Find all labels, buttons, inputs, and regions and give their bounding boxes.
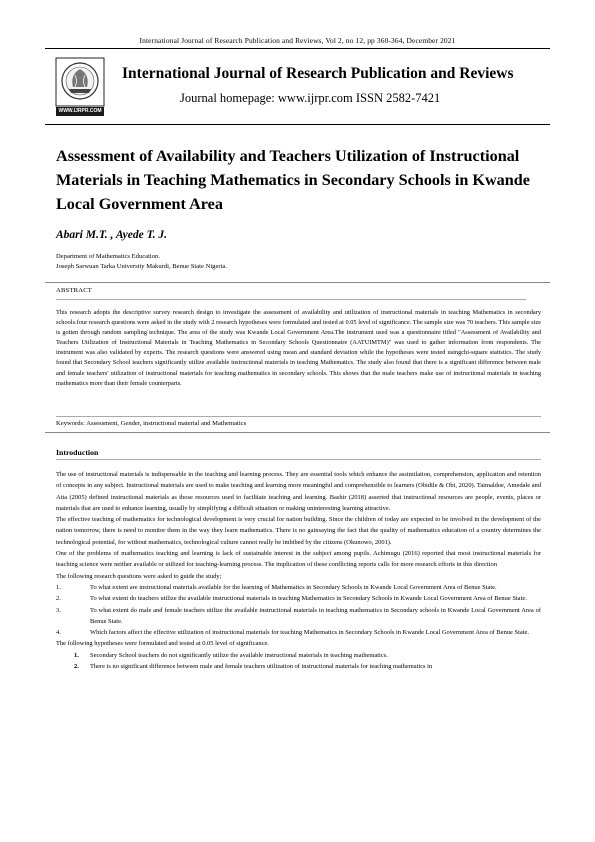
- list-text: Which factors affect the effective utilization of instructional materials for teaching Mathematics in Secondary Schools in Kwande Local Government Area of Benue State.: [90, 629, 529, 637]
- abstract-text: This research adopts the descriptive survey research design to investigate the assessment of availability and utilization of instructional materials in teaching Mathematics in secondary schools.four research questions were asked in the study with 2 research hypotheses were formulated and tested at 0.05 level of significance. The sample size was 70 teachers. This sample size is gotten through random sampling technique. The area of the study was Kwande Local Government Area.The instrument used was a questionnaire titled "Assessment of Availability and Teachers Utilization of Instructional Materials in Teaching Mathematics in Secondary Schools Questionnaire (AATUIMTM)" was used to gather information from respondents. The instrument was also validated by experts. The research questions were answered using mean and standard deviation while the hypotheses were tested usingchi-square statistics. The study found that Secondary School teachers significantly utilize available instructional materials in teaching Mathematics. The study also found that there is a significant difference between male and female teachers' utilization of instructional materials for teaching mathematics in secondary schools. This shows that the male teachers make use of instructional materials in teaching mathematics more than their female counterparts.: [56, 309, 541, 387]
- running-header: International Journal of Research Publication and Reviews, Vol 2, no 12, pp 360-364, December 2021: [139, 36, 456, 45]
- introduction-rule: [56, 459, 541, 460]
- paragraph: One of the problems of mathematics teaching and learning is lack of sustainable interest in the subject among pupils. Achimugu (2016) reported that most instructional materials for teaching science were neither available or utilized for teaching-learning process. The implication of these conflicting reports calls for more research efforts in this direction: [56, 550, 541, 569]
- abstract-heading-rule: [56, 299, 526, 300]
- authors: Abari M.T. , Ayede T. J.: [56, 229, 167, 241]
- list-number: 3.: [56, 606, 61, 614]
- hypotheses-list: [56, 650, 541, 673]
- affiliation-line-2: Joseph Sarwuan Tarka University Makurdi, Benue State Nigeria.: [56, 263, 227, 270]
- list-item: [56, 605, 541, 628]
- abstract-heading: ABSTRACT: [56, 287, 93, 294]
- introduction-body: [56, 469, 541, 672]
- masthead-rule: [45, 124, 550, 125]
- list-number: 4.: [56, 629, 61, 637]
- paragraph: The effective teaching of mathematics for technological development is very crucial for nation building. Since the children of today are expected to be involved in the development of the nation tomorrow, there is need to monitor them in the way they learn mathematics. There is no gainsaying the fact that the quality of mathematics education of a country determines the technological potential, for without mathematics, technological culture cannot really be imbibed by the citizens (Okunowo, 2001).: [56, 516, 541, 546]
- research-questions-list: [56, 582, 541, 638]
- journal-homepage: Journal homepage: www.ijrpr.com ISSN 2582-7421: [180, 91, 441, 105]
- paragraph: The following hypotheses were formulated and tested at 0.05 level of significance.: [56, 640, 269, 648]
- article-title: Assessment of Availability and Teachers Utilization of Instructional Materials in Teaching Mathematics in Secondary Schools in Kwande Local Government Area: [56, 147, 530, 213]
- abstract-top-rule: [45, 282, 550, 283]
- introduction-heading: Introduction: [56, 448, 99, 457]
- header-rule: [45, 48, 550, 49]
- list-item: [56, 627, 541, 638]
- list-number: 2.: [74, 663, 79, 671]
- list-item: [56, 593, 541, 604]
- keywords: Keywords: Assessment, Gender, instructional material and Mathematics: [56, 420, 247, 427]
- list-number: 1.: [74, 651, 79, 659]
- keywords-rule: [56, 416, 541, 417]
- list-text: To what extent are instructional materials available for the learning of Mathematics in Secondary Schools in Kwande Local Government Area of Benue State.: [90, 583, 497, 591]
- list-item: [56, 582, 541, 593]
- list-number: 2.: [56, 595, 61, 603]
- list-item: [56, 650, 541, 661]
- list-text: To what extent do male and female teachers utilize the available instructional materials in teaching mathematics in Secondary schools in Kwande Local Government Area of Benue State.: [90, 606, 541, 625]
- list-text: To what extent do teachers utilize the available instructional materials in teaching Mathematics in Secondary Schools in Kwande Local Government Area of Benue State.: [90, 595, 527, 603]
- list-text: There is no significant difference between male and female teachers utilization of instructional materials for teaching mathematics in: [90, 663, 433, 671]
- list-text: Secondary School teachers do not significantly utilize the available instructional materials in teaching mathematics.: [90, 651, 388, 659]
- affiliation: [56, 252, 227, 272]
- list-item: [56, 661, 541, 672]
- paragraph: The following research questions were asked to guide the study;: [56, 572, 222, 580]
- logo-caption: WWW.IJRPR.COM: [58, 108, 102, 114]
- journal-logo: [55, 57, 105, 117]
- abstract-bottom-rule: [45, 432, 550, 433]
- paragraph: The use of instructional materials is indispensable in the teaching and learning process. They are essential tools which enhance the assimilation, comprehension, application and retention of concepts in any subject. Instructional materials are used to make teaching and learning more meaningful and comprehensible to learners (Obidile & Obi, 2020). Taimaldoe, Amedale and Atta (2005) defined instructional materials as those resources used to facilitate teaching and learning. Bashir (2018) asserted that instructional resources are people, events, places or materials that are used to enhance learning, usually by simplifying a difficult situation or making uninteresting learning attractive.: [56, 471, 541, 512]
- list-number: 1.: [56, 583, 61, 591]
- journal-title: International Journal of Research Publication and Reviews: [122, 65, 514, 82]
- affiliation-line-1: Department of Mathematics Education.: [56, 253, 160, 260]
